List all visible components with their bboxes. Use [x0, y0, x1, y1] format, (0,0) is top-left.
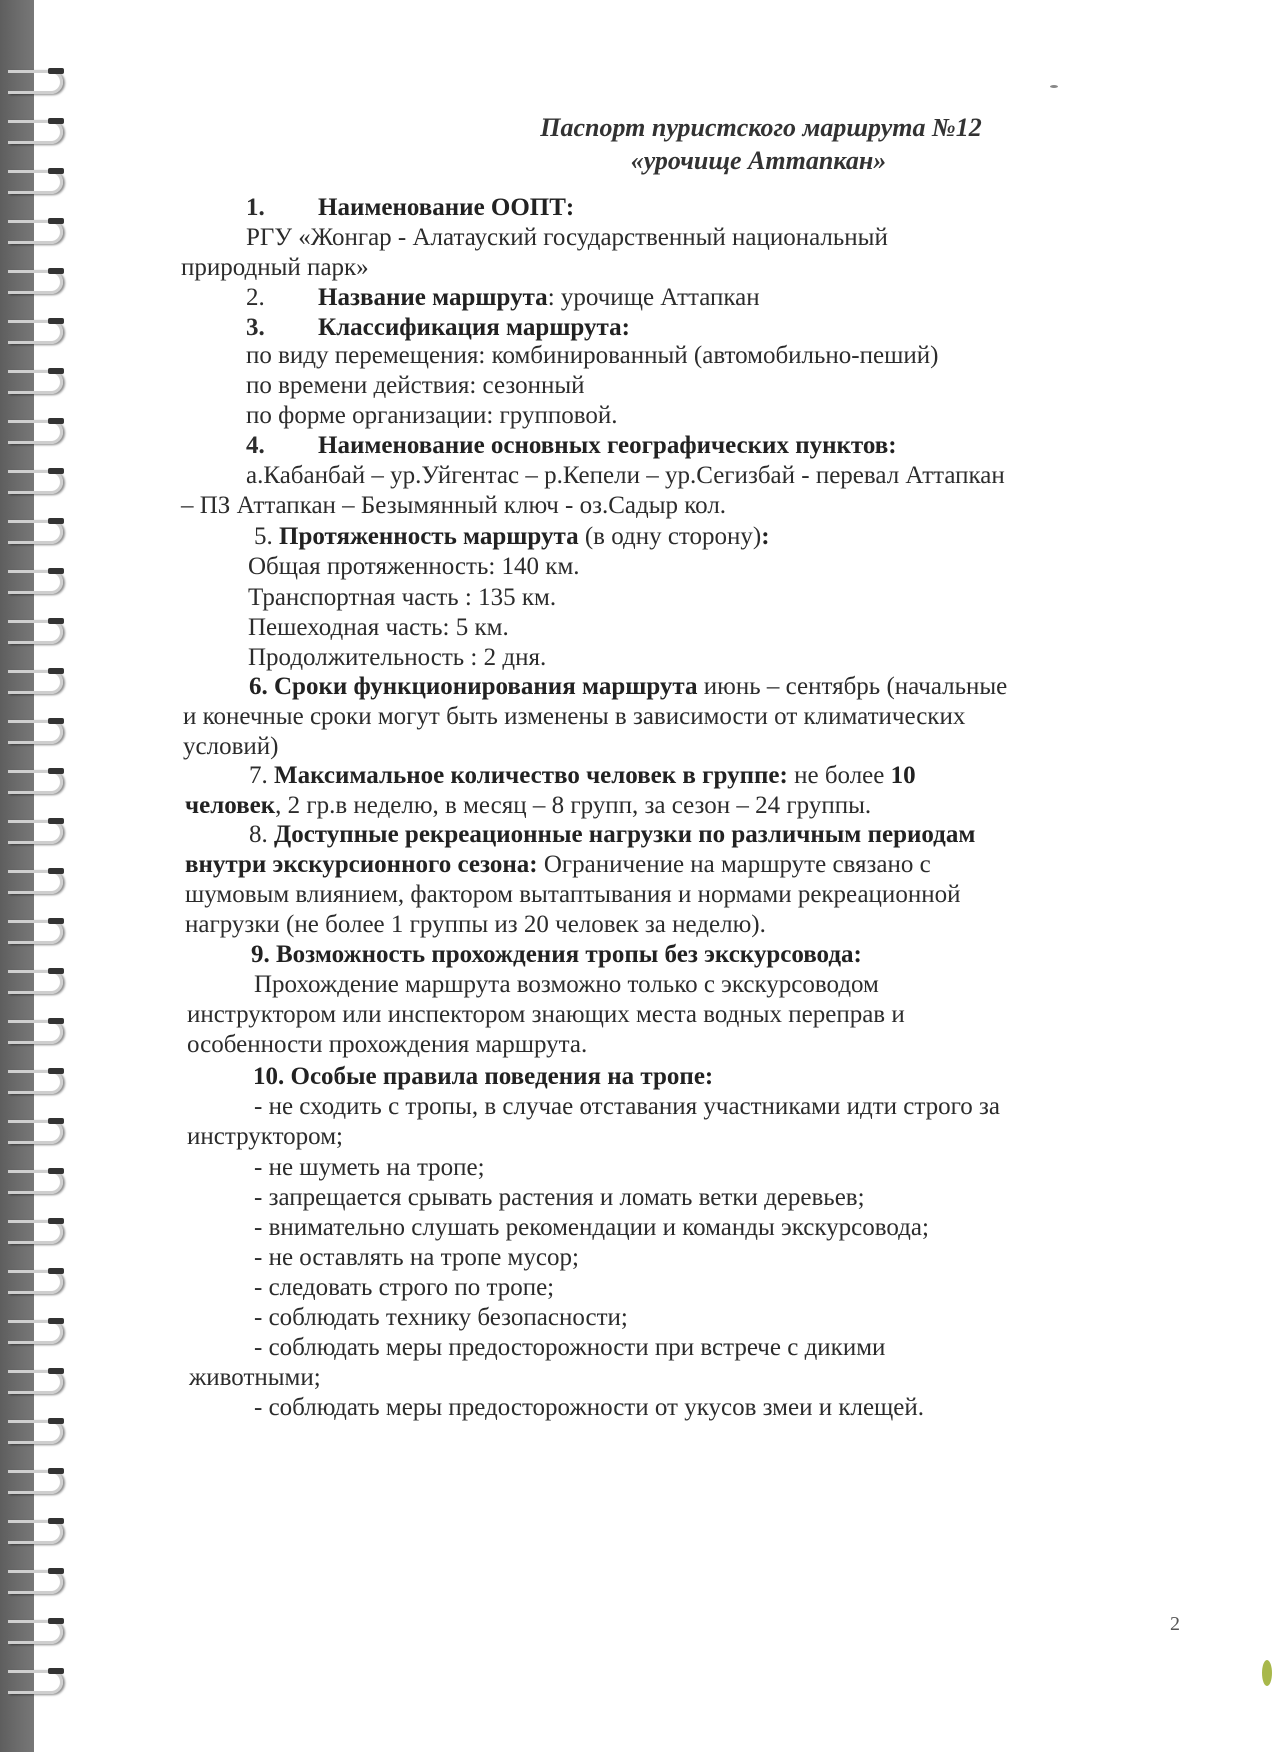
section-9-text-cont: особенности прохождения маршрута. — [187, 1031, 588, 1058]
section-number: 2. — [246, 284, 265, 311]
rule-item-cont: инструктором; — [187, 1123, 343, 1150]
classification-item: по форме организации: групповой. — [246, 402, 618, 429]
section-2 — [246, 283, 760, 313]
section-number: 5. — [254, 523, 273, 550]
rule-item: - соблюдать технику безопасности; — [254, 1304, 628, 1331]
section-3-heading — [246, 313, 630, 343]
section-1-text-cont: природный парк» — [181, 254, 369, 281]
people-unit: человек — [185, 792, 276, 819]
section-title: Наименование основных географических пунктов: — [318, 432, 897, 459]
rule-item: - не сходить с тропы, в случае отставания участниками идти строго за — [254, 1093, 1000, 1120]
document-subtitle: «урочище Аттапкан» — [630, 146, 887, 175]
section-8-text — [185, 850, 931, 880]
page-number: 2 — [1170, 1613, 1180, 1635]
section-title: Название маршрута — [318, 284, 548, 311]
max-people-value: 10 — [890, 762, 916, 789]
section-6-text: и конечные сроки могут быть изменены в зависимости от климатических — [183, 703, 966, 730]
section-number: 8. — [249, 821, 274, 848]
section-number: 1. — [246, 194, 265, 221]
section-7 — [249, 761, 916, 791]
section-1-heading — [246, 193, 574, 223]
section-7-text — [185, 791, 871, 821]
section-value: Ограничение на маршруте связано с — [537, 851, 931, 878]
section-title: Протяженность маршрута — [279, 523, 579, 550]
rule-item: - не шуметь на тропе; — [254, 1154, 485, 1181]
section-title: Максимальное количество человек в группе: — [274, 762, 788, 789]
section-8-text-cont: шумовым влиянием, фактором вытаптывания и нормами рекреационной — [185, 881, 961, 908]
scan-artifact — [1262, 1660, 1272, 1686]
geo-points-text: а.Кабанбай – ур.Уйгентас – р.Кепели – ур.Сегизбай - перевал Аттапкан — [246, 462, 1005, 489]
document-title: Паспорт пуристского маршрута №12 — [540, 113, 982, 142]
section-title: Доступные рекреационные нагрузки по различным периодам — [274, 821, 976, 848]
section-value: , 2 гр.в неделю, в месяц – 8 групп, за сезон – 24 группы. — [275, 792, 872, 819]
rule-item: - соблюдать меры предосторожности при встрече с дикими — [254, 1334, 886, 1361]
classification-item: по виду перемещения: комбинированный (автомобильно-пеший) — [246, 342, 939, 369]
section-title: 10. Особые правила поведения на тропе: — [253, 1063, 714, 1090]
section-9-text: Прохождение маршрута возможно только с экскурсоводом — [254, 971, 879, 998]
rule-item: - следовать строго по тропе; — [254, 1274, 555, 1301]
geo-points-text-cont: – ПЗ Аттапкан – Безымянный ключ - оз.Садыр кол. — [181, 492, 727, 519]
section-title: Классификация маршрута: — [318, 314, 630, 341]
length-item: Общая протяженность: 140 км. — [248, 553, 580, 580]
section-value: июнь – сентябрь (начальные — [697, 673, 1008, 700]
scan-artifact — [1050, 85, 1058, 88]
section-title: 6. Сроки функционирования маршрута — [249, 673, 698, 700]
section-title: Наименование ООПТ: — [318, 194, 575, 221]
rule-item: - соблюдать меры предосторожности от укусов змеи и клещей. — [254, 1394, 925, 1421]
length-item: Продолжительность : 2 дня. — [248, 644, 547, 671]
section-9-text-cont: инструктором или инспектором знающих места водных переправ и — [187, 1001, 905, 1028]
section-colon: : — [761, 523, 770, 550]
section-8-text-cont: нагрузки (не более 1 группы из 20 человек за неделю). — [185, 911, 766, 938]
rule-item-cont: животными; — [189, 1364, 321, 1391]
section-4-heading — [246, 431, 897, 461]
rule-item: - внимательно слушать рекомендации и команды экскурсовода; — [254, 1214, 929, 1241]
section-9-heading — [251, 940, 862, 970]
section-value: : урочище Аттапкан — [547, 284, 760, 311]
section-title: 9. Возможность прохождения тропы без экскурсовода: — [251, 941, 862, 968]
section-6-text-cont: условий) — [183, 733, 279, 760]
rule-item: - запрещается срывать растения и ломать ветки деревьев; — [254, 1184, 865, 1211]
section-value: не более — [787, 762, 891, 789]
section-title-cont: внутри экскурсионного сезона: — [185, 851, 538, 878]
section-number: 4. — [246, 432, 265, 459]
length-item: Транспортная часть : 135 км. — [248, 584, 557, 611]
section-8-heading — [249, 820, 975, 850]
section-6 — [249, 672, 1007, 702]
section-number: 3. — [246, 314, 265, 341]
classification-item: по времени действия: сезонный — [246, 372, 585, 399]
section-10-heading — [253, 1062, 713, 1092]
section-number: 7. — [249, 762, 274, 789]
length-item: Пешеходная часть: 5 км. — [248, 614, 509, 641]
section-5-heading — [254, 522, 770, 552]
section-suffix: (в одну сторону) — [578, 523, 762, 550]
section-1-text: РГУ «Жонгар - Алатауский государственный национальный — [246, 224, 888, 251]
rule-item: - не оставлять на тропе мусор; — [254, 1244, 579, 1271]
